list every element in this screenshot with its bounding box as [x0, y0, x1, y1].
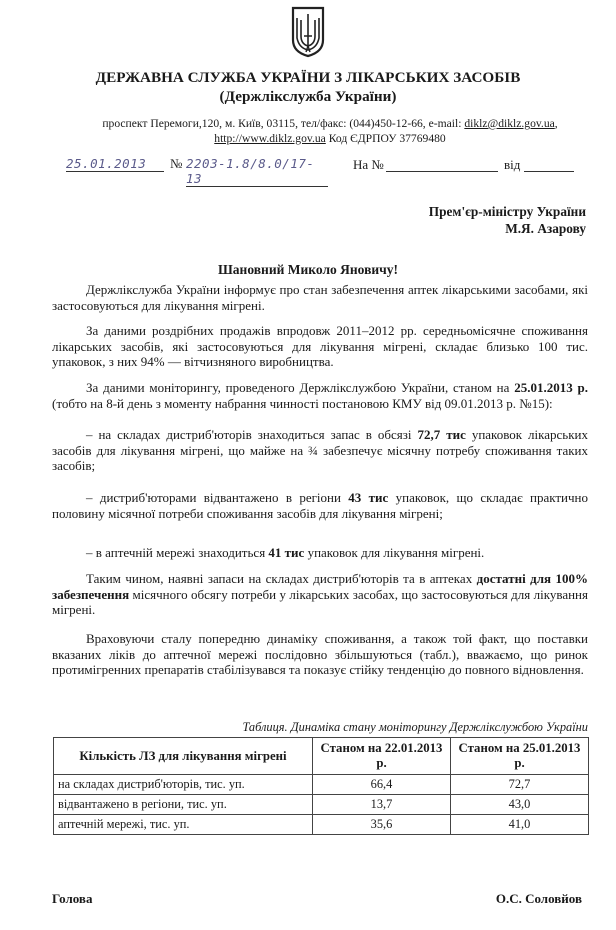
table-header-indicator: Кількість ЛЗ для лікування мігрені	[54, 738, 313, 775]
paragraph-outlook: Враховуючи сталу попередню динаміку споживання, а також той факт, що поставки вказаних ліків до аптечної мережі послідовно збільшуються (табл.), вважаємо, що ринок протимігренних препаратів стабілізувався та показує стійку тенденцію до повного відновлення.	[52, 631, 588, 678]
table-header-row	[54, 738, 589, 775]
table-cell-value: 43,0	[451, 795, 589, 815]
sufficiency-highlight: достатні для 100% забезпечення	[52, 571, 588, 602]
registration-line	[66, 156, 576, 186]
table-header-date-2: Станом на 25.01.2013 р.	[451, 738, 589, 775]
paragraph-monitoring: За даними моніторингу, проведеного Держлікслужбою України, станом на 25.01.2013 р. (тобто на 8-й день з моменту набрання чинності постановою КМУ від 09.01.2013 р. №15):	[52, 380, 589, 411]
edrpou-code: Код ЄДРПОУ 37769480	[328, 132, 446, 145]
from-label: від	[504, 157, 521, 172]
ref-number-blank	[386, 156, 498, 172]
table-cell-value: 35,6	[313, 815, 451, 835]
recipient-block	[429, 203, 586, 237]
table-cell-label: аптечній мережі, тис. уп.	[54, 815, 313, 835]
distributors-stock-value: 72,7 тис	[417, 427, 466, 442]
table-cell-label: на складах дистриб'юторів, тис. уп.	[54, 775, 313, 795]
coat-of-arms-icon	[291, 6, 325, 58]
pharmacies-value: 41 тис	[268, 545, 305, 560]
website-link[interactable]: http://www.diklz.gov.ua	[214, 132, 326, 145]
org-short-name: (Держлікслужба України)	[219, 88, 397, 105]
org-name: ДЕРЖАВНА СЛУЖБА УКРАЇНИ З ЛІКАРСЬКИХ ЗАСОБІВ	[95, 69, 521, 86]
shipped-value: 43 тис	[348, 490, 389, 505]
reg-number: 2203-1.8/8.0/17-13	[186, 156, 328, 187]
org-header	[0, 68, 616, 106]
table-row	[54, 795, 589, 815]
table-cell-value: 66,4	[313, 775, 451, 795]
reg-date: 25.01.2013	[66, 156, 164, 172]
bullet-distributors: – на складах дистриб'юторів знаходиться запас в обсязі 72,7 тис упаковок лікарських засобів для лікування мігрені, що майже на ¾ забезпечує місячну потребу споживання таких засобів;	[52, 427, 589, 474]
address-block: проспект Перемоги,120, м. Київ, 03115, тел/факс: (044)450-12-66, e-mail: diklz@diklz.gov.ua, http://www.diklz.gov.ua Код ЄДРПОУ 37769480	[102, 117, 558, 145]
paragraph-intro: Держлікслужба України інформує про стан забезпечення аптек лікарськими засобами, які застосовуються для лікування мігрені.	[52, 282, 588, 313]
monitoring-date: 25.01.2013 р.	[514, 380, 589, 395]
ref-label: На №	[353, 157, 384, 172]
recipient-position: Прем'єр-міністру України	[428, 204, 586, 219]
signature-name: О.С. Соловйов	[495, 891, 582, 906]
signature-title: Голова	[52, 891, 93, 906]
table-cell-value: 13,7	[313, 795, 451, 815]
from-date-blank	[524, 156, 574, 172]
bullet-shipped: – дистриб'юторами відвантажено в регіони 43 тис упаковок, що складає практично половину місячної потреби споживання засобів для лікування мігрені;	[52, 490, 588, 521]
table-caption: Таблиця. Динаміка стану моніторингу Держлікслужбою України	[242, 720, 588, 734]
reg-number-prefix: №	[170, 156, 183, 171]
greeting: Шановний Миколо Яновичу!	[217, 262, 399, 277]
table-cell-label: відвантажено в регіони, тис. уп.	[54, 795, 313, 815]
table-cell-value: 72,7	[451, 775, 589, 795]
table-cell-value: 41,0	[451, 815, 589, 835]
address-line: проспект Перемоги,120, м. Київ, 03115, тел/факс: (044)450-12-66, e-mail:	[102, 117, 462, 130]
paragraph-conclusion: Таким чином, наявні запаси на складах дистриб'юторів та в аптеках достатні для 100% забезпечення місячного обсягу потреби у лікарських засобах, що застосовуються для лікування мігрені.	[52, 571, 588, 618]
table-header-date-1: Станом на 22.01.2013 р.	[313, 738, 451, 775]
monitoring-table	[53, 737, 589, 835]
table-row	[54, 775, 589, 795]
table-row	[54, 815, 589, 835]
email-link[interactable]: diklz@diklz.gov.ua	[464, 117, 555, 130]
bullet-pharmacies: – в аптечній мережі знаходиться 41 тис упаковок для лікування мігрені.	[86, 545, 485, 560]
paragraph-sales: За даними роздрібних продажів впродовж 2011–2012 рр. середньомісячне споживання лікарських засобів, які застосовуються для лікування мігрені, складає близько 100 тис. упаковок, з них 94% — вітчизняного виробництва.	[52, 323, 588, 370]
recipient-name: М.Я. Азарову	[505, 221, 586, 236]
